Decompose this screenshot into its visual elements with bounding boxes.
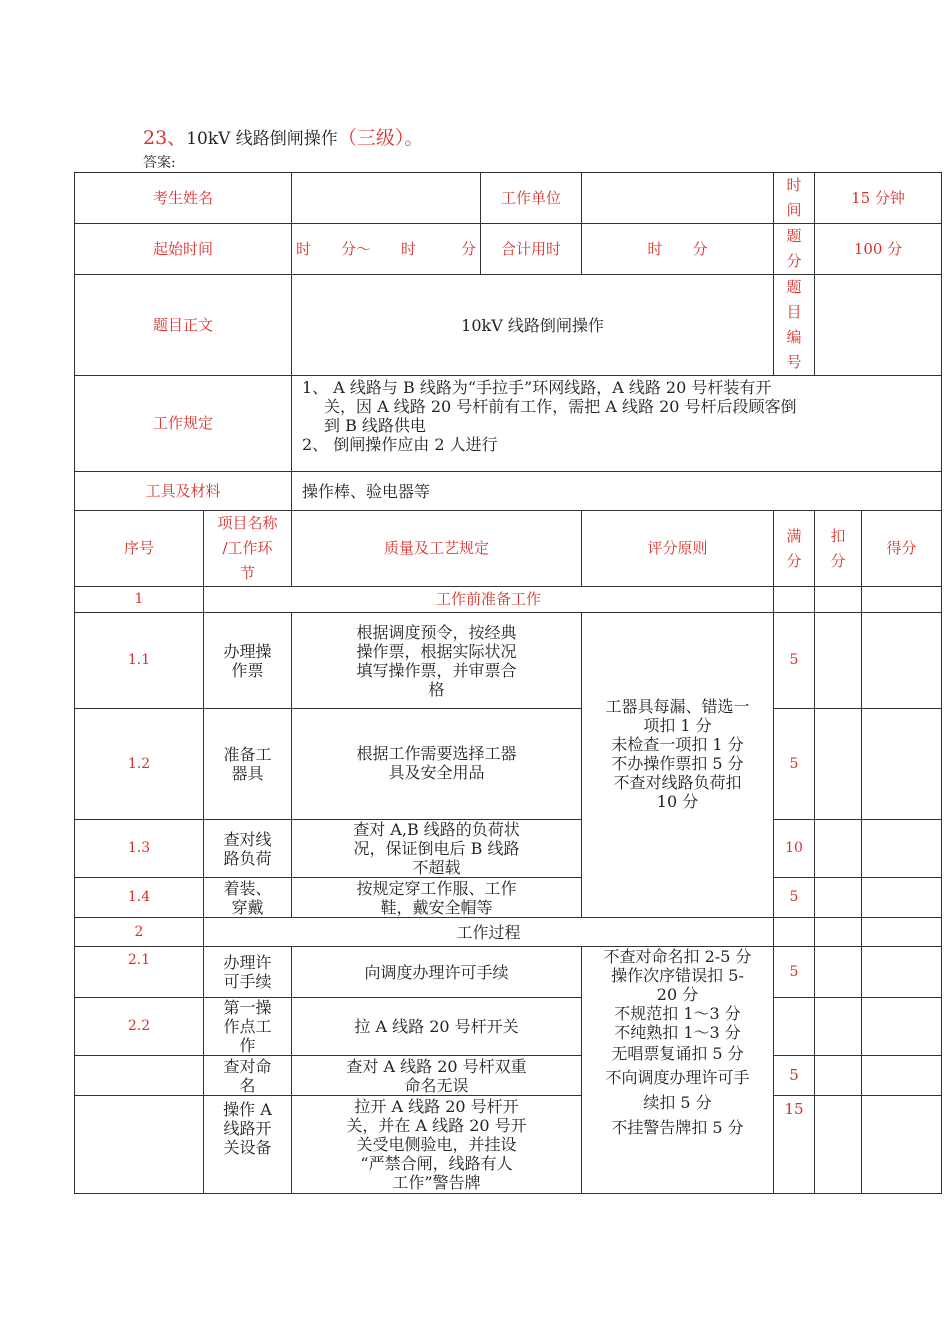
section-number: 2: [75, 918, 204, 947]
deduct-cell[interactable]: [815, 587, 862, 613]
row-item: 准备工 器具: [204, 709, 292, 820]
table-row: [75, 998, 942, 1056]
row-item: 第一操 作点工 作: [204, 998, 292, 1056]
time-value: 15 分钟: [815, 173, 942, 224]
score-cell[interactable]: [862, 820, 942, 878]
row-full: 5: [774, 709, 815, 820]
section-title: 工作过程: [204, 918, 774, 947]
row-number: 2.2: [75, 998, 204, 1056]
table-row: [75, 613, 942, 709]
rules-value: [292, 376, 942, 472]
body-label: 题目正文: [75, 275, 292, 376]
deduct-cell[interactable]: [815, 878, 862, 918]
code-value[interactable]: [815, 275, 942, 376]
examinee-label: 考生姓名: [75, 173, 292, 224]
col-quality: 质量及工艺规定: [292, 511, 582, 587]
deduct-cell[interactable]: [815, 820, 862, 878]
row-number: 1.1: [75, 613, 204, 709]
deduct-cell[interactable]: [815, 1096, 862, 1194]
start-value[interactable]: 时 分～ 时 分: [292, 224, 481, 275]
start-label: 起始时间: [75, 224, 292, 275]
time-label: 时 间: [774, 173, 815, 224]
column-header-row: [75, 511, 942, 587]
row-full: 15: [774, 1096, 815, 1194]
header-row-body: [75, 275, 942, 376]
question-number: 23、: [143, 127, 187, 149]
table-row: [75, 947, 942, 998]
question-level: （三级）。: [337, 127, 424, 149]
total-label: 合计用时: [481, 224, 582, 275]
unit-label: 工作单位: [481, 173, 582, 224]
row-quality: 根据调度预令，按经典 操作票，根据实际状况 填写操作票，并审票合 格: [292, 613, 582, 709]
answer-label: 答案:: [143, 155, 176, 171]
score-cell[interactable]: [862, 1096, 942, 1194]
row-item: 操作 A 线路开 关设备: [204, 1096, 292, 1194]
deduct-cell[interactable]: [815, 947, 862, 998]
header-row-examinee: [75, 173, 942, 224]
col-full: 满 分: [774, 511, 815, 587]
score-cell[interactable]: [862, 878, 942, 918]
row-number: [75, 1096, 204, 1194]
row-item: 办理操 作票: [204, 613, 292, 709]
rules-line: 1、 A 线路与 B 线路为“手拉手”环网线路，A 线路 20 号杆装有开: [302, 378, 772, 397]
row-full: 10: [774, 820, 815, 878]
row-item: 查对命 名: [204, 1056, 292, 1096]
question-title: [143, 123, 423, 150]
body-value: 10kV 线路倒闸操作: [292, 275, 774, 376]
deduct-cell[interactable]: [815, 1056, 862, 1096]
row-number: 1.3: [75, 820, 204, 878]
header-row-tools: [75, 472, 942, 511]
score-cell[interactable]: [862, 998, 942, 1056]
section-row: [75, 587, 942, 613]
section-row: [75, 918, 942, 947]
table-row: [75, 820, 942, 878]
row-item: 着装、 穿戴: [204, 878, 292, 918]
col-deduct: 扣 分: [815, 511, 862, 587]
score-cell[interactable]: [862, 613, 942, 709]
code-label: 题 目 编 号: [774, 275, 815, 376]
tools-label: 工具及材料: [75, 472, 292, 511]
score-cell[interactable]: [862, 947, 942, 998]
row-quality: 拉开 A 线路 20 号杆开 关，并在 A 线路 20 号开 关受电侧验电，并挂设 “严禁合闸，线路有人 工作”警告牌: [292, 1096, 582, 1194]
rules-line: 到 B 线路供电: [324, 416, 426, 435]
deduct-cell[interactable]: [815, 918, 862, 947]
rules-line: 关，因 A 线路 20 号杆前有工作，需把 A 线路 20 号杆后段顾客倒: [324, 397, 797, 416]
table-row: [75, 878, 942, 918]
row-item: 办理许 可手续: [204, 947, 292, 998]
unit-value[interactable]: [582, 173, 774, 224]
row-number: 1.4: [75, 878, 204, 918]
row-quality: 查对 A 线路 20 号杆双重 命名无误: [292, 1056, 582, 1096]
row-full: 5: [774, 613, 815, 709]
examinee-value[interactable]: [292, 173, 481, 224]
table-row: [75, 709, 942, 820]
score-cell[interactable]: [862, 709, 942, 820]
header-row-start: [75, 224, 942, 275]
table-row: [75, 1056, 942, 1096]
col-score: 得分: [862, 511, 942, 587]
scoring-sheet: [74, 172, 942, 1194]
score-cell[interactable]: [862, 587, 942, 613]
score-label: 题 分: [774, 224, 815, 275]
section-number: 1: [75, 587, 204, 613]
row-number: [75, 1056, 204, 1096]
rules-label: 工作规定: [75, 376, 292, 472]
deduct-cell[interactable]: [815, 613, 862, 709]
col-seq: 序号: [75, 511, 204, 587]
row-quality: 根据工作需要选择工器 具及安全用品: [292, 709, 582, 820]
question-text: 10kV 线路倒闸操作: [186, 129, 338, 149]
section-title: 工作前准备工作: [204, 587, 774, 613]
row-quality: 拉 A 线路 20 号杆开关: [292, 998, 582, 1056]
row-quality: 按规定穿工作服、工作 鞋，戴安全帽等: [292, 878, 582, 918]
tools-value: 操作棒、验电器等: [292, 472, 942, 511]
row-quality: 查对 A,B 线路的负荷状 况，保证倒电后 B 线路 不超载: [292, 820, 582, 878]
row-quality: 向调度办理许可手续: [292, 947, 582, 998]
col-item: 项目名称 /工作环 节: [204, 511, 292, 587]
row-number: 1.2: [75, 709, 204, 820]
deduct-cell[interactable]: [815, 998, 862, 1056]
row-full: 5: [774, 878, 815, 918]
rules-line: 2、 倒闸操作应由 2 人进行: [302, 435, 498, 454]
table-row: [75, 1096, 942, 1194]
row-full: 5: [774, 947, 815, 998]
section2-principle: 不查对命名扣 2-5 分 操作次序错误扣 5- 20 分 不规范扣 1～3 分 不纯熟扣 1～3 分 无唱票复诵扣 5 分 不向调度办理许可手 续扣 5 分 不挂警告牌扣 5 分: [582, 947, 774, 1194]
row-item: 查对线 路负荷: [204, 820, 292, 878]
row-number: 2.1: [75, 947, 204, 998]
score-value: 100 分: [815, 224, 942, 275]
score-cell[interactable]: [862, 918, 942, 947]
deduct-cell[interactable]: [815, 709, 862, 820]
total-value[interactable]: 时 分: [582, 224, 774, 275]
score-cell[interactable]: [862, 1056, 942, 1096]
col-principle: 评分原则: [582, 511, 774, 587]
header-row-rules: [75, 376, 942, 472]
row-full: 5: [774, 1056, 815, 1096]
row-full: [774, 998, 815, 1056]
section1-principle: 工器具每漏、错选一 项扣 1 分 未检查一项扣 1 分 不办操作票扣 5 分 不查对线路负荷扣 10 分: [582, 613, 774, 918]
